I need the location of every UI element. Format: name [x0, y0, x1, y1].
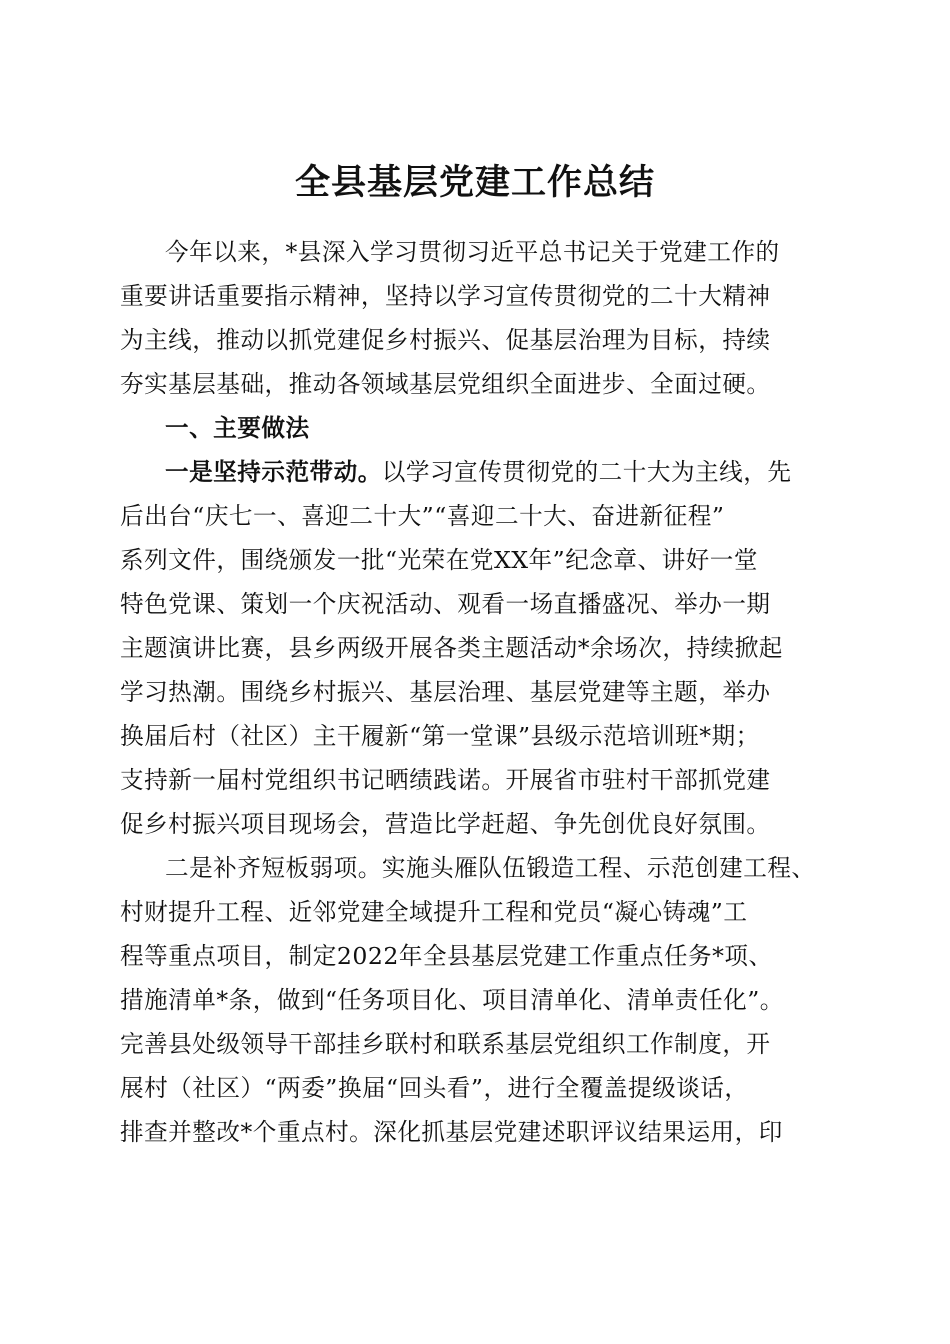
document-body — [120, 230, 828, 1154]
paragraph1-line: 学习热潮。围绕乡村振兴、基层治理、基层党建等主题，举办 — [120, 678, 771, 706]
intro-line: 为主线，推动以抓党建促乡村振兴、促基层治理为目标，持续 — [120, 326, 771, 354]
paragraph2-line: 完善县处级领导干部挂乡联村和联系基层党组织工作制度，开 — [120, 1030, 771, 1058]
intro-line: 重要讲话重要指示精神，坚持以学习宣传贯彻党的二十大精神 — [120, 282, 771, 310]
paragraph2-line: 排查并整改*个重点村。深化抓基层党建述职评议结果运用，印 — [120, 1118, 783, 1146]
paragraph1-first-rest: 以学习宣传贯彻党的二十大为主线，先 — [381, 458, 792, 486]
paragraph1-line: 后出台“庆七一、喜迎二十大”“喜迎二十大、奋进新征程” — [120, 502, 725, 530]
paragraph1-line: 换届后村（社区）主干履新“第一堂课”县级示范培训班*期； — [120, 722, 760, 750]
section-heading: 一、主要做法 — [165, 414, 310, 442]
paragraph1-lead: 一是坚持示范带动。 — [165, 458, 382, 486]
document-title: 全县基层党建工作总结 — [294, 162, 655, 204]
paragraph1-line: 促乡村振兴项目现场会，营造比学赶超、争先创优良好氛围。 — [120, 810, 771, 838]
paragraph2-line: 措施清单*条，做到“任务项目化、项目清单化、清单责任化”。 — [120, 986, 784, 1014]
intro-line: 今年以来，*县深入学习贯彻习近平总书记关于党建工作的 — [165, 238, 780, 266]
paragraph1-line: 特色党课、策划一个庆祝活动、观看一场直播盛况、举办一期 — [120, 590, 771, 618]
paragraph2-line: 程等重点项目，制定2022年全县基层党建工作重点任务*项、 — [120, 942, 773, 970]
paragraph1-first-line — [120, 450, 828, 494]
paragraph2-line: 展村（社区）“两委”换届“回头看”，进行全覆盖提级谈话， — [120, 1074, 749, 1102]
paragraph1-line: 系列文件，围绕颁发一批“光荣在党XX年”纪念章、讲好一堂 — [120, 546, 758, 574]
paragraph1-line: 支持新一届村党组织书记晒绩践诺。开展省市驻村干部抓党建 — [120, 766, 771, 794]
paragraph2-line: 村财提升工程、近邻党建全域提升工程和党员“凝心铸魂”工 — [120, 898, 748, 926]
paragraph2-line: 二是补齐短板弱项。实施头雁队伍锻造工程、示范创建工程、 — [165, 854, 816, 882]
intro-line: 夯实基层基础，推动各领域基层党组织全面进步、全面过硬。 — [120, 370, 771, 398]
paragraph1-line: 主题演讲比赛，县乡两级开展各类主题活动*余场次，持续掀起 — [120, 634, 783, 662]
